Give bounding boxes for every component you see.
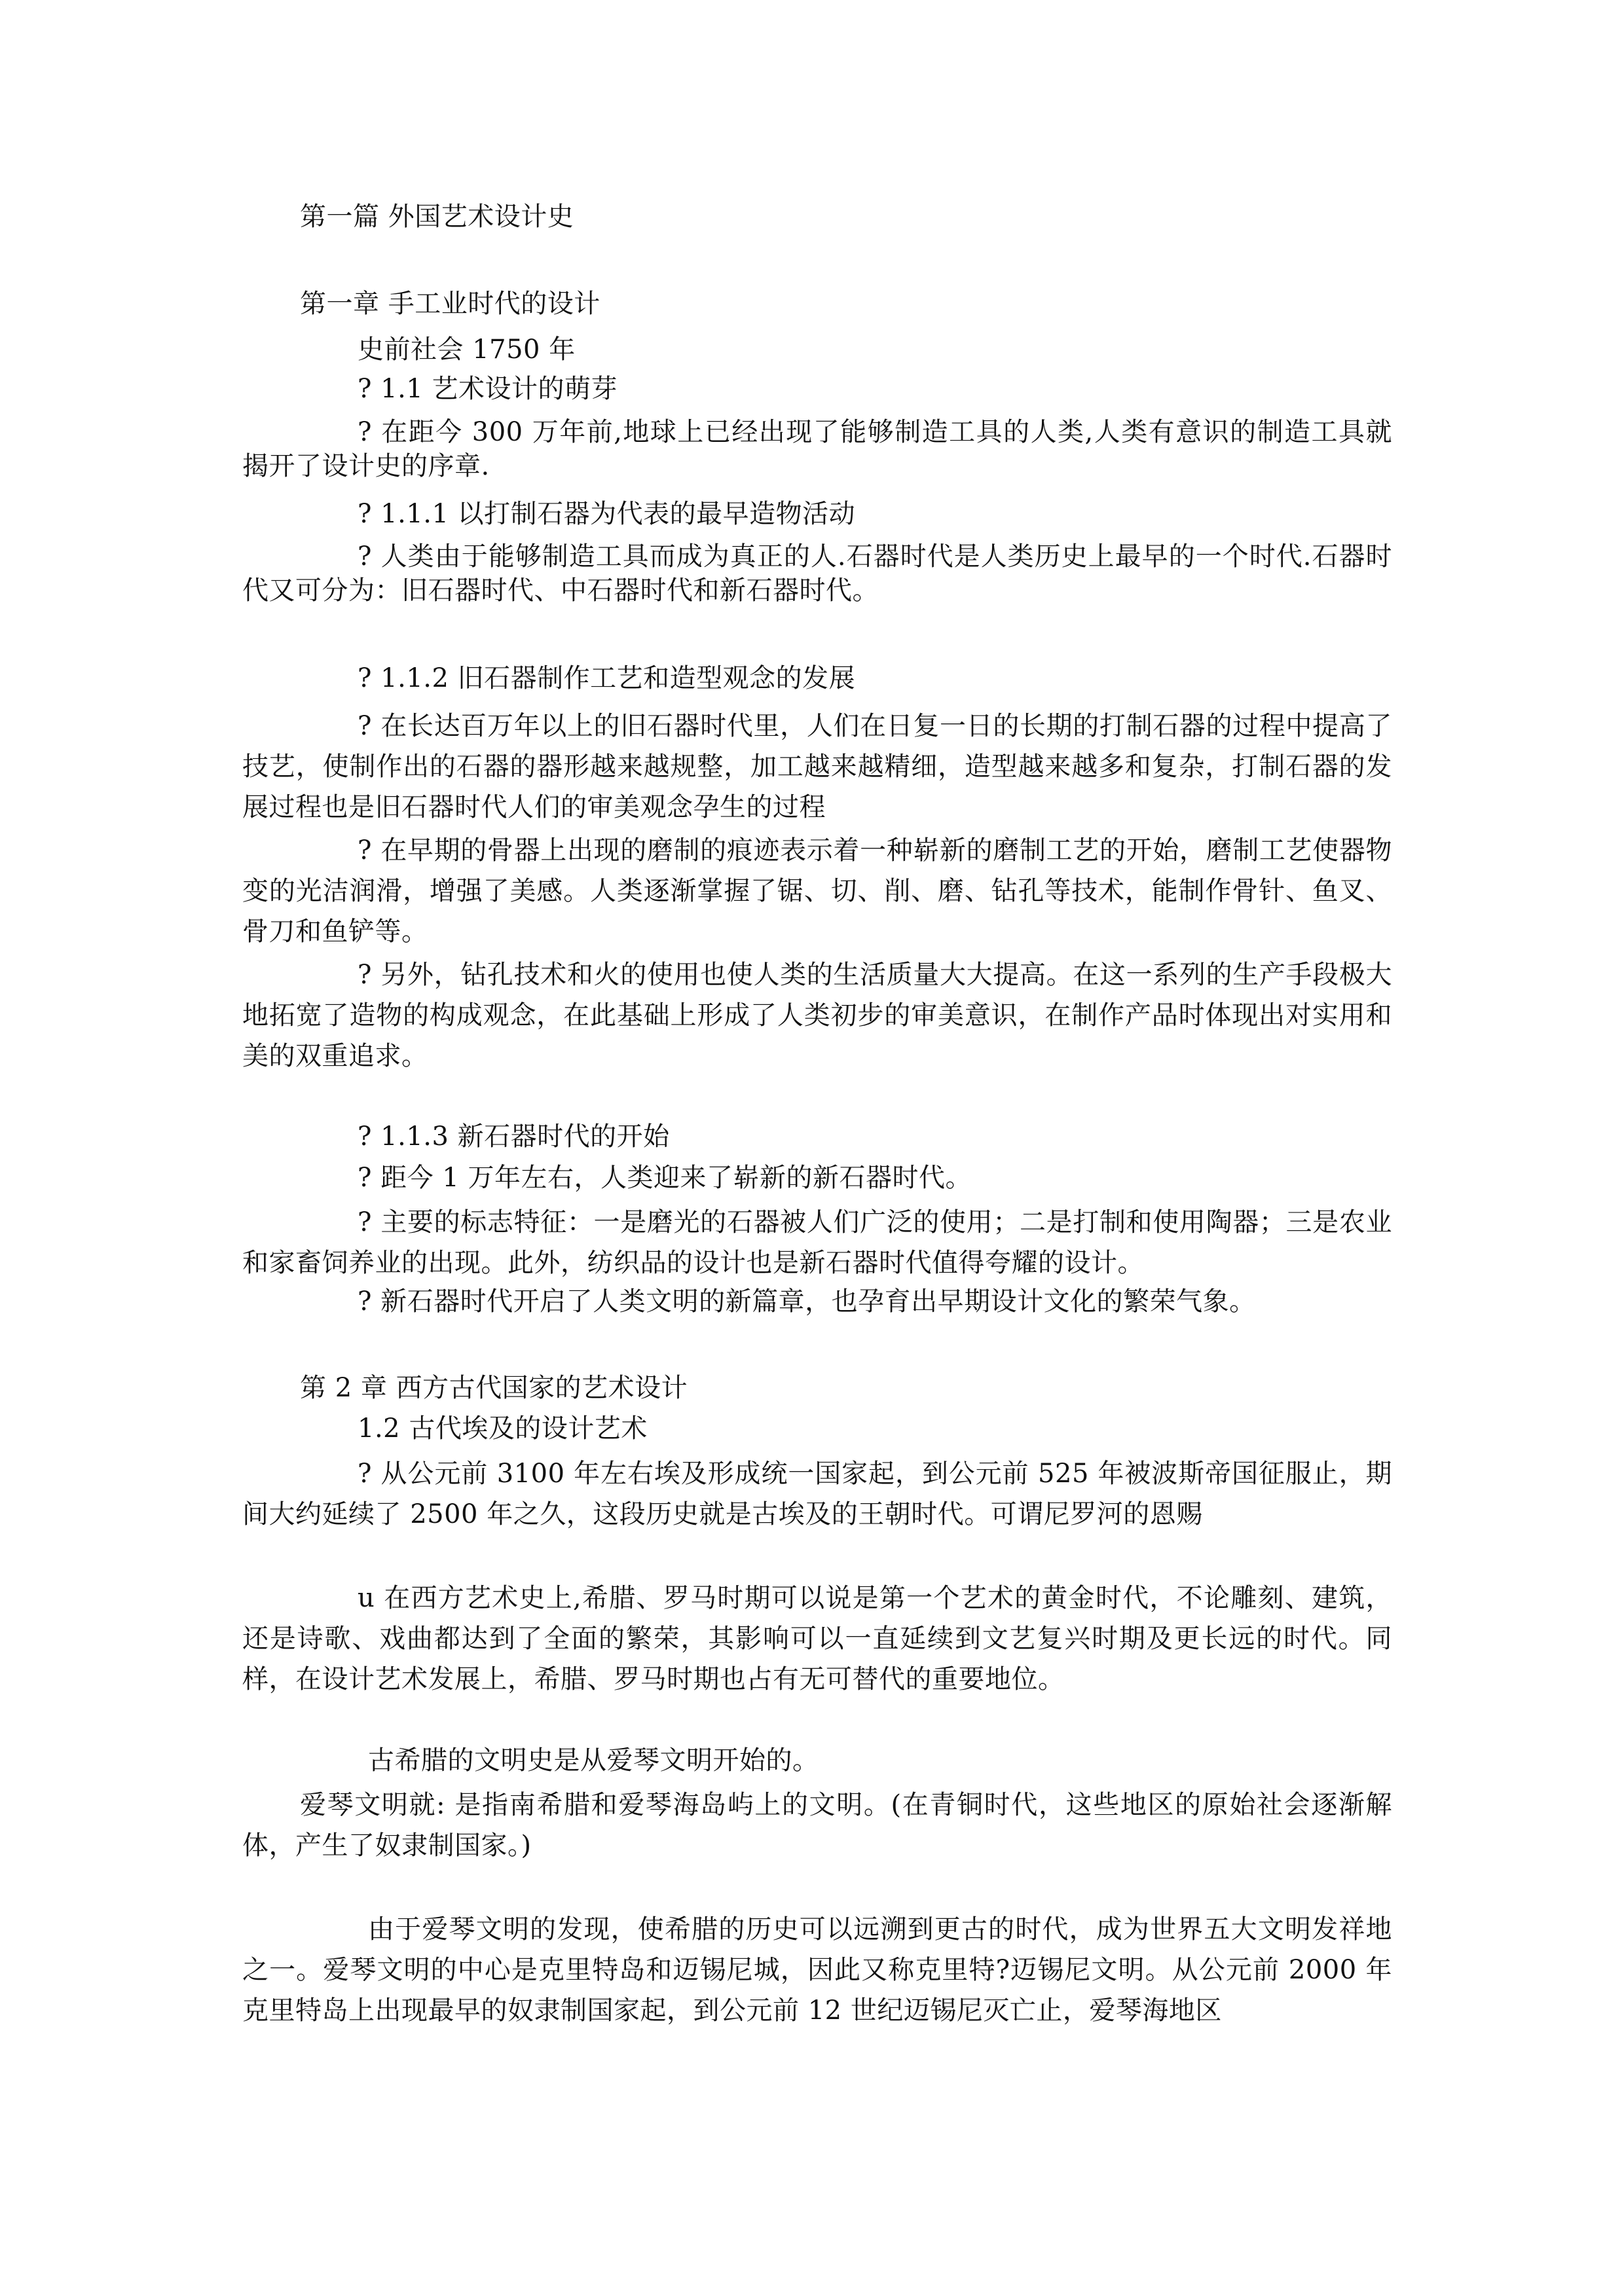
- paragraph: u 在西方艺术史上,希腊、罗马时期可以说是第一个艺术的黄金时代，不论雕刻、建筑，还是诗歌、戏曲都达到了全面的繁荣，其影响可以一直延续到文艺复兴时期及更长远的时代。同样，在设计艺术发展上，希腊、罗马时期也占有无可替代的重要地位。: [242, 1583, 1392, 1694]
- paragraph: 由于爱琴文明的发现，使希腊的历史可以远溯到更古的时代，成为世界五大文明发祥地之一。爱琴文明的中心是克里特岛和迈锡尼城，因此又称克里特?迈锡尼文明。从公元前 2000 年克里特岛上出现最早的奴隶制国家起，到公元前 12 世纪迈锡尼灭亡止，爱琴海地区: [242, 1914, 1392, 2026]
- paragraph: ? 在距今 300 万年前,地球上已经出现了能够制造工具的人类,人类有意识的制造工具就揭开了设计史的序章.: [242, 417, 1392, 481]
- period-label: 史前社会 1750 年: [358, 335, 576, 365]
- paragraph: ? 从公元前 3100 年左右埃及形成统一国家起，到公元前 525 年被波斯帝国征服止，期间大约延续了 2500 年之久，这段历史就是古埃及的王朝时代。可谓尼罗河的恩赐: [242, 1459, 1392, 1529]
- paragraph: 爱琴文明就: 是指南希腊和爱琴海岛屿上的文明。(在青铜时代，这些地区的原始社会逐渐解体，产生了奴隶制国家。): [242, 1790, 1392, 1861]
- section-heading: ? 1.1.3 新石器时代的开始: [358, 1121, 670, 1152]
- paragraph: 古希腊的文明史是从爱琴文明开始的。: [368, 1745, 819, 1776]
- paragraph: ? 主要的标志特征：一是磨光的石器被人们广泛的使用；二是打制和使用陶器；三是农业和家畜饲养业的出现。此外，纺织品的设计也是新石器时代值得夸耀的设计。: [242, 1207, 1392, 1278]
- paragraph: ? 距今 1 万年左右，人类迎来了崭新的新石器时代。: [358, 1163, 972, 1193]
- section-heading: ? 1.1.1 以打制石器为代表的最早造物活动: [358, 499, 856, 529]
- paragraph: ? 人类由于能够制造工具而成为真正的人.石器时代是人类历史上最早的一个时代.石器时代又可分为：旧石器时代、中石器时代和新石器时代。: [242, 541, 1392, 606]
- paragraph: ? 在长达百万年以上的旧石器时代里，人们在日复一日的长期的打制石器的过程中提高了技艺，使制作出的石器的器形越来越规整，加工越来越精细，造型越来越多和复杂，打制石器的发展过程也是旧石器时代人们的审美观念孕生的过程: [242, 711, 1392, 822]
- chapter-title: 第一章 手工业时代的设计: [300, 289, 600, 319]
- chapter-title: 第 2 章 西方古代国家的艺术设计: [300, 1373, 688, 1403]
- paragraph: ? 另外，钻孔技术和火的使用也使人类的生活质量大大提高。在这一系列的生产手段极大地拓宽了造物的构成观念，在此基础上形成了人类初步的审美意识，在制作产品时体现出对实用和美的双重追求。: [242, 960, 1392, 1071]
- part-title: 第一篇 外国艺术设计史: [300, 202, 574, 232]
- section-heading: ? 1.1 艺术设计的萌芽: [358, 374, 618, 404]
- section-heading: ? 1.1.2 旧石器制作工艺和造型观念的发展: [358, 663, 856, 693]
- paragraph: ? 在早期的骨器上出现的磨制的痕迹表示着一种崭新的磨制工艺的开始，磨制工艺使器物变的光洁润滑，增强了美感。人类逐渐掌握了锯、切、削、磨、钻孔等技术，能制作骨针、鱼叉、骨刀和鱼铲等。: [242, 835, 1392, 947]
- section-heading: 1.2 古代埃及的设计艺术: [358, 1413, 648, 1444]
- paragraph: ? 新石器时代开启了人类文明的新篇章，也孕育出早期设计文化的繁荣气象。: [358, 1286, 1256, 1317]
